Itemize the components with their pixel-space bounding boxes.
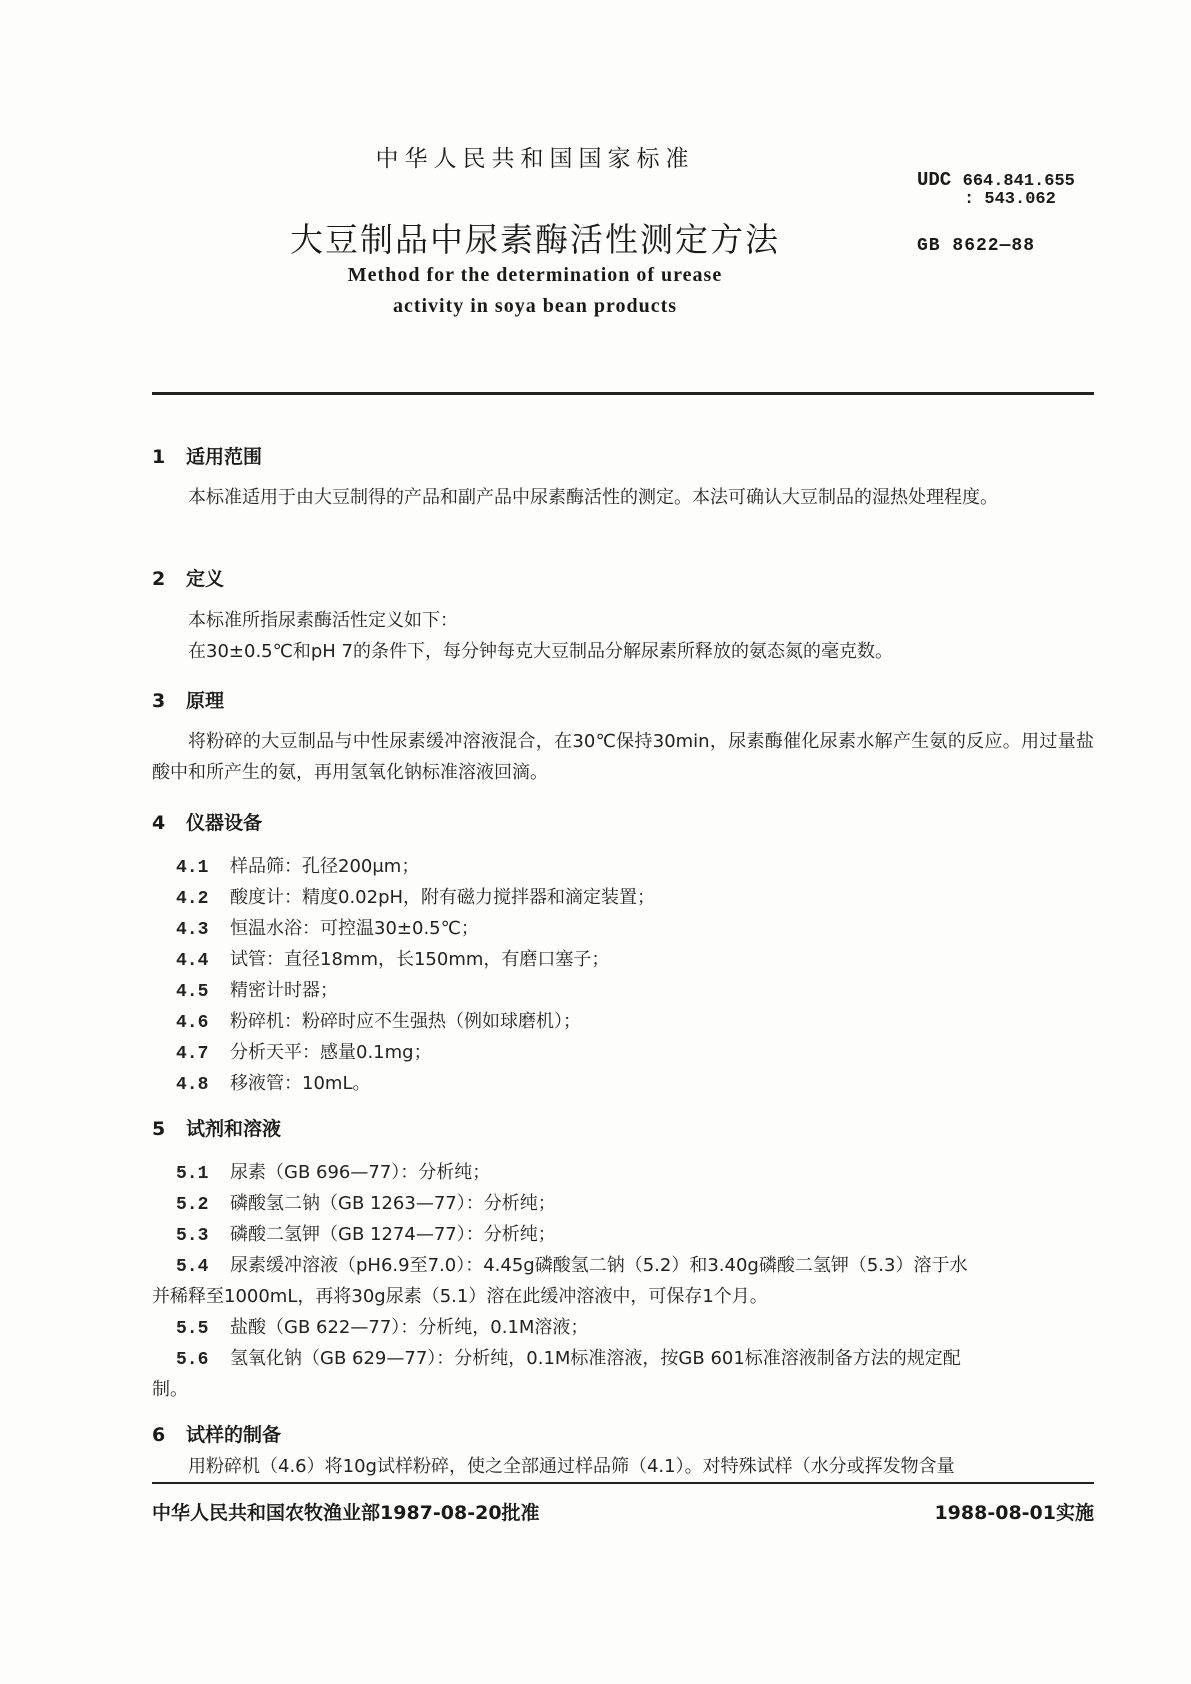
list-item <box>176 1038 432 1064</box>
national-standard-heading: 中华人民共和国国家标准 <box>375 146 695 172</box>
item-number: 4.5 <box>176 982 209 1002</box>
gb-number: GB 8622—88 <box>917 236 1036 256</box>
list-item <box>176 1189 556 1215</box>
list-item <box>176 883 655 909</box>
section-paragraph: 本标准适用于由大豆制得的产品和副产品中尿素酶活性的测定。本法可确认大豆制品的湿热处理程度。 <box>188 487 998 508</box>
list-item <box>176 914 479 940</box>
item-text: 尿素缓冲溶液（pH6.9至7.0）：4.45g磷酸氢二钠（5.2）和3.40g磷酸二氢钾（5.3）溶于水 <box>230 1255 968 1276</box>
list-item <box>176 1344 961 1370</box>
section-title: 仪器设备 <box>186 812 263 834</box>
udc-code-1: 664.841.655 <box>962 172 1075 191</box>
title-en-line1: Method for the determination of urease <box>347 264 723 286</box>
item-number: 4.3 <box>176 920 209 940</box>
item-text: 分析天平：感量0.1mg； <box>230 1042 432 1063</box>
item-number: 5.5 <box>176 1319 209 1339</box>
list-item <box>176 1251 967 1277</box>
section-paragraph: 将粉碎的大豆制品与中性尿素缓冲溶液混合，在30℃保持30min，尿素酶催化尿素水解产生氨的反应。用过量盐酸中和所产生的氨，再用氢氧化钠标准溶液回滴。 <box>152 731 1094 783</box>
item-text: 盐酸（GB 622—77）：分析纯，0.1M溶液； <box>230 1317 589 1338</box>
item-text: 移液管：10mL。 <box>230 1073 371 1094</box>
effective-date: 1988-08-01实施 <box>934 1502 1094 1524</box>
section-title: 试剂和溶液 <box>186 1118 282 1140</box>
list-item <box>176 1313 588 1339</box>
item-text: 氢氧化钠（GB 629—77）：分析纯，0.1M标准溶液，按GB 601标准溶液制备方法的规定配 <box>230 1348 961 1369</box>
approval-date: 中华人民共和国农牧渔业部1987-08-20批准 <box>152 1502 540 1524</box>
item-number: 4.1 <box>176 858 209 878</box>
list-item <box>176 852 419 878</box>
udc-code <box>917 170 1075 192</box>
item-text: 磷酸氢二钠（GB 1263—77）：分析纯； <box>230 1193 556 1214</box>
section-number: 5 <box>152 1118 166 1140</box>
item-text: 粉碎机：粉碎时应不生强热（例如球磨机）； <box>230 1011 581 1032</box>
section-number: 2 <box>152 568 166 590</box>
item-text: 磷酸二氢钾（GB 1274—77）：分析纯； <box>230 1224 556 1245</box>
list-item <box>176 1158 490 1184</box>
item-text: 样品筛：孔径200μm； <box>230 856 420 877</box>
item-text: 恒温水浴：可控温30±0.5℃； <box>230 918 479 939</box>
section-heading <box>152 1420 281 1447</box>
item-number: 4.8 <box>176 1075 209 1095</box>
definition-line: 在30±0.5℃和pH 7的条件下，每分钟每克大豆制品分解尿素所释放的氨态氮的毫克数。 <box>188 641 893 662</box>
footer-rule <box>152 1482 1094 1484</box>
section-number: 4 <box>152 812 166 834</box>
title-en-line2: activity in soya bean products <box>392 295 678 317</box>
item-text: 精密计时器； <box>230 980 338 1001</box>
section-heading <box>152 1114 281 1141</box>
section-title: 适用范围 <box>186 446 263 468</box>
item-text: 试管：直径18mm，长150mm，有磨口塞子； <box>230 949 610 970</box>
item-number: 5.1 <box>176 1164 209 1184</box>
section-heading <box>152 808 262 835</box>
section-title: 试样的制备 <box>186 1424 282 1446</box>
item-number: 4.4 <box>176 951 209 971</box>
list-item <box>176 1007 581 1033</box>
section-number: 3 <box>152 690 166 712</box>
section-heading <box>152 686 224 713</box>
section-paragraph: 用粉碎机（4.6）将10g试样粉碎，使之全部通过样品筛（4.1）。对特殊试样（水分或挥发物含量 <box>188 1456 955 1477</box>
item-number: 4.7 <box>176 1044 209 1064</box>
udc-code-2: : 543.062 <box>964 190 1056 209</box>
item-number: 5.3 <box>176 1226 209 1246</box>
udc-label: UDC <box>917 169 952 191</box>
item-number: 4.2 <box>176 889 209 909</box>
item-text: 酸度计：精度0.02pH，附有磁力搅拌器和滴定装置； <box>230 887 656 908</box>
list-item-continuation: 制。 <box>152 1379 188 1400</box>
item-number: 4.6 <box>176 1013 209 1033</box>
section-title: 原理 <box>186 690 225 712</box>
section-heading <box>152 442 262 469</box>
item-number: 5.6 <box>176 1350 209 1370</box>
header-rule <box>152 392 1094 395</box>
section-heading <box>152 564 224 591</box>
item-number: 5.4 <box>176 1257 209 1277</box>
list-item <box>176 945 609 971</box>
item-number: 5.2 <box>176 1195 209 1215</box>
list-item-continuation: 并稀释至1000mL，再将30g尿素（5.1）溶在此缓冲溶液中，可保存1个月。 <box>152 1286 768 1307</box>
item-text: 尿素（GB 696—77）：分析纯； <box>230 1162 491 1183</box>
section-title: 定义 <box>186 568 225 590</box>
list-item <box>176 1220 556 1246</box>
section-number: 1 <box>152 446 166 468</box>
section-number: 6 <box>152 1424 166 1446</box>
list-item <box>176 976 338 1002</box>
title-cn: 大豆制品中尿素酶活性测定方法 <box>290 220 780 259</box>
list-item <box>176 1069 370 1095</box>
definition-line: 本标准所指尿素酶活性定义如下： <box>188 610 458 631</box>
